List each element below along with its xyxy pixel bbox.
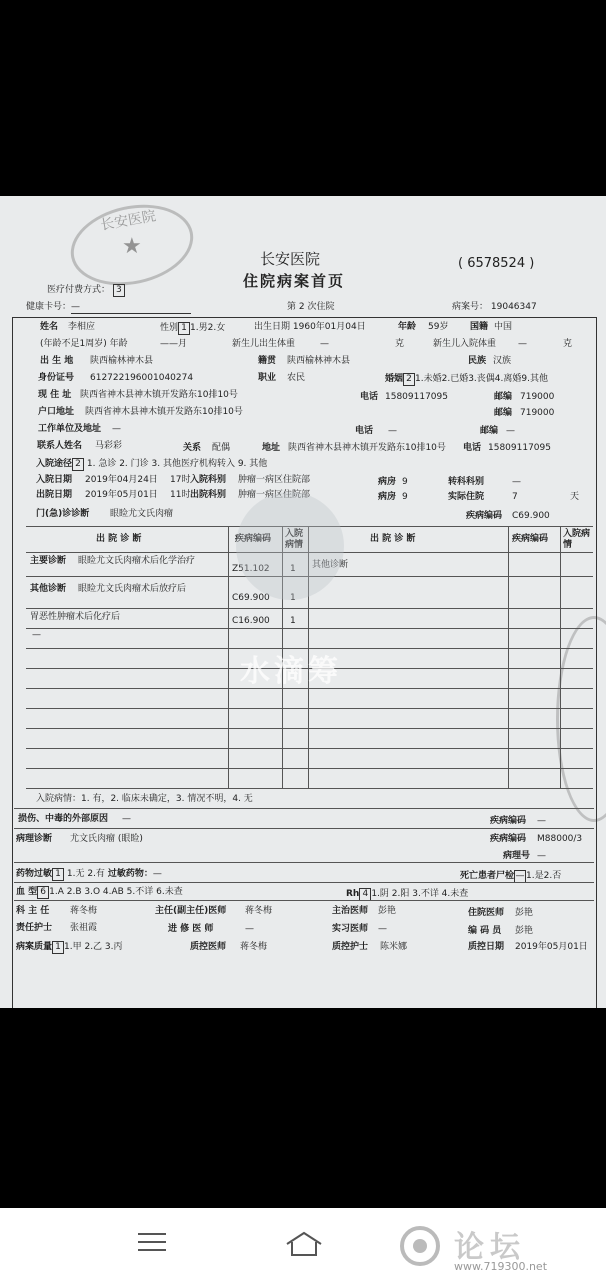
ward-value: 9: [402, 477, 408, 487]
forum-text: 论坛: [454, 1230, 526, 1265]
contact-addr-value: 陕西省神木县神木镇开发路东10排10号: [288, 443, 446, 453]
out-dept-value: 肿瘤一病区住院部: [238, 490, 311, 500]
work-phone-label: 电话: [355, 426, 374, 436]
intern-value: —: [378, 924, 387, 934]
job-label: 职业: [258, 373, 277, 383]
allergy-field: 药物过敏 1 1.无 2.有 过敏药物：—: [16, 869, 162, 879]
birthplace-label: 出 生 地: [40, 356, 74, 366]
system-nav-bar: [0, 1208, 606, 1280]
zip-value: 719000: [520, 392, 555, 402]
record-number: ( 6578524 ): [458, 256, 535, 271]
out-dept-label: 出院科别: [190, 490, 227, 500]
main-diag-label: 主要诊断: [30, 556, 67, 566]
birthplace-value: 陕西榆林神木县: [90, 356, 154, 366]
contact-phone-value: 15809117095: [488, 443, 551, 453]
address-value: 陕西省神木县神木镇开发路东10排10号: [80, 390, 238, 400]
contact-phone-label: 电话: [463, 443, 482, 453]
in-date-label: 入院日期: [36, 475, 73, 485]
document-photo: [0, 196, 606, 1008]
contact-label: 联系人姓名: [37, 441, 83, 451]
phone-label: 电话: [360, 392, 379, 402]
other-diag-cond-2: 1: [290, 616, 296, 626]
col-cond-right: 入院病情: [563, 529, 591, 550]
blood-field: 血 型 6 1.A 2.B 3.O 4.AB 5.不详 6.未查: [16, 887, 183, 897]
col-code-right: 疾病编码: [512, 534, 549, 544]
qc-doctor-value: 蒋冬梅: [240, 942, 268, 952]
form-title: 住院病案首页: [243, 272, 346, 290]
work-label: 工作单位及地址: [38, 424, 102, 434]
contact-value: 马彩彩: [95, 441, 123, 451]
ward2-label: 病房: [378, 492, 397, 502]
ethnic-label: 民族: [468, 356, 487, 366]
marital-field: 婚姻 2 1.未婚2.已婚3.丧偶4.离婚9.其他: [385, 374, 548, 384]
col-diag-right: 出 院 诊 断: [370, 534, 416, 544]
newborn-weight-label: 新生儿出生体重: [232, 339, 296, 349]
work-phone-value: —: [388, 426, 397, 436]
hukou-label: 户口地址: [38, 407, 75, 417]
pathology-label: 病理诊断: [16, 834, 53, 844]
newborn-weight-value: —: [320, 339, 329, 349]
out-date-label: 出院日期: [36, 490, 73, 500]
ethnic-value: 汉族: [493, 356, 512, 366]
health-card: 健康卡号：—: [26, 302, 191, 314]
director-label: 科 主 任: [16, 906, 50, 916]
infant-age-value: ——月: [160, 339, 188, 349]
out-date-value: 2019年05月01日: [85, 490, 158, 500]
pathology-no-label: 病理号: [503, 851, 531, 861]
intern-label: 实习医师: [332, 924, 369, 934]
op-code-label: 疾病编码: [466, 511, 503, 521]
other-diag-code-1: C69.900: [232, 593, 270, 603]
main-diag-code: Z51.102: [232, 564, 270, 574]
infant-age-label: (年龄不足1周岁) 年龄: [40, 339, 128, 349]
autopsy-field: 死亡患者尸检 — 1.是2.否: [460, 871, 562, 881]
injury-label: 损伤、中毒的外部原因: [18, 814, 109, 824]
phone-value: 15809117095: [385, 392, 448, 402]
birth-field: 出生日期 1960年01月04日: [254, 322, 366, 332]
nurse-value: 张祖霞: [70, 923, 98, 933]
nationality-label: 国籍: [470, 322, 489, 332]
watermark-text: 水滴筹: [240, 654, 342, 689]
injury-value: —: [122, 814, 131, 824]
ward-label: 病房: [378, 477, 397, 487]
rh-field: Rh 4 1.阴 2.阳 3.不详 4.未查: [346, 889, 469, 899]
attending-value: 彭艳: [378, 906, 397, 916]
chief-value: 蒋冬梅: [245, 906, 273, 916]
id-value: 612722196001040274: [90, 373, 194, 383]
pathology-code-label: 疾病编码: [490, 834, 527, 844]
other-diag-value-2: 胃恶性肿瘤术后化疗后: [30, 612, 121, 622]
other-diag-right-label: 其他诊断: [312, 560, 349, 570]
home-icon[interactable]: [284, 1230, 324, 1262]
job-value: 农民: [287, 373, 306, 383]
nurse-label: 责任护士: [16, 923, 53, 933]
transfer-value: —: [512, 477, 521, 487]
newborn-admit-weight-unit: 克: [563, 339, 573, 349]
newborn-admit-weight-value: —: [518, 339, 527, 349]
sex-field: 性别 1 1.男2.女: [160, 323, 226, 333]
pathology-no-value: —: [537, 851, 546, 861]
qc-date-label: 质控日期: [468, 942, 505, 952]
age-value: 59岁: [428, 322, 449, 332]
work-zip-label: 邮编: [480, 426, 499, 436]
coder-value: 彭艳: [515, 926, 534, 936]
qc-doctor-label: 质控医师: [190, 942, 227, 952]
zip-label: 邮编: [494, 392, 513, 402]
transfer-label: 转科科别: [448, 477, 485, 487]
zip2-label: 邮编: [494, 408, 513, 418]
name-label: 姓名: [40, 322, 59, 332]
hospital-seal-text: 长安医院: [99, 208, 158, 234]
newborn-admit-weight-label: 新生儿入院体重: [433, 339, 497, 349]
col-cond-left: 入院病情: [285, 529, 304, 550]
attending-label: 主治医师: [332, 906, 369, 916]
work-value: —: [112, 424, 121, 434]
payment-method: 医疗付费方式： 3: [47, 284, 125, 297]
other-diag-label: 其他诊断: [30, 584, 67, 594]
op-code-value: C69.900: [512, 511, 550, 521]
qc-nurse-value: 陈米娜: [380, 942, 408, 952]
native-label: 籍贯: [258, 356, 277, 366]
op-diag-label: 门(急)诊诊断: [36, 509, 90, 519]
hukou-value: 陕西省神木县神木镇开发路东10排10号: [85, 407, 243, 417]
days-unit: 天: [570, 492, 580, 502]
coder-label: 编 码 员: [468, 926, 502, 936]
days-label: 实际住院: [448, 492, 485, 502]
resident-label: 住院医师: [468, 908, 505, 918]
hospital-name: 长安医院: [260, 250, 321, 268]
native-value: 陕西榆林神木县: [287, 356, 351, 366]
id-label: 身份证号: [38, 373, 75, 383]
other-diag-value-1: 眼睑尤文氏肉瘤术后放疗后: [78, 584, 187, 594]
chief-label: 主任(副主任)医师: [155, 906, 227, 916]
forum-watermark: [398, 1216, 598, 1276]
injury-code-value: —: [537, 816, 546, 826]
newborn-weight-unit: 克: [395, 339, 405, 349]
out-time-value: 11时: [170, 490, 191, 500]
relation-value: 配偶: [212, 443, 231, 453]
star-icon: ★: [122, 234, 142, 259]
pathology-code-value: M88000/3: [537, 834, 583, 844]
injury-code-label: 疾病编码: [490, 816, 527, 826]
nationality-value: 中国: [494, 322, 513, 332]
contact-addr-label: 地址: [262, 443, 281, 453]
main-diag-cond: 1: [290, 564, 296, 574]
admission-count: 第 2 次住院: [287, 302, 335, 312]
resident-value: 彭艳: [515, 908, 534, 918]
address-label: 现 住 址: [38, 390, 72, 400]
name-value: 李相应: [68, 322, 96, 332]
other-diag-code-2: C16.900: [232, 616, 270, 626]
forum-url: www.719300.net: [454, 1260, 548, 1273]
quality-field: 病案质量 1 1.甲 2.乙 3.丙: [16, 942, 123, 952]
other-diag-value-3: —: [32, 630, 41, 640]
condition-note: 入院病情：1. 有，2. 临床未确定，3. 情况不明，4. 无: [36, 794, 253, 804]
ward2-value: 9: [402, 492, 408, 502]
qc-date-value: 2019年05月01日: [515, 942, 588, 952]
op-diag-value: 眼睑尤文氏肉瘤: [110, 509, 174, 519]
admission-route: 入院途径 2 1. 急诊 2. 门诊 3. 其他医疗机构转入 9. 其他: [36, 459, 268, 469]
relation-label: 关系: [183, 443, 202, 453]
in-dept-value: 肿瘤一病区住院部: [238, 475, 311, 485]
work-zip-value: —: [506, 426, 515, 436]
col-code-left: 疾病编码: [235, 534, 272, 544]
menu-icon[interactable]: [138, 1230, 166, 1258]
in-time-value: 17时: [170, 475, 191, 485]
col-diag-left: 出 院 诊 断: [96, 534, 142, 544]
other-diag-cond-1: 1: [290, 593, 296, 603]
days-value: 7: [512, 492, 518, 502]
adv-doctor-value: —: [245, 924, 254, 934]
adv-doctor-label: 进 修 医 师: [168, 924, 214, 934]
main-diag-value: 眼睑尤文氏肉瘤术后化学治疗: [78, 556, 196, 566]
in-date-value: 2019年04月24日: [85, 475, 158, 485]
pathology-value: 尤文氏肉瘤 (眼睑): [70, 834, 143, 844]
director-value: 蒋冬梅: [70, 906, 98, 916]
qc-nurse-label: 质控护士: [332, 942, 369, 952]
zip2-value: 719000: [520, 408, 555, 418]
age-label: 年龄: [398, 322, 417, 332]
case-number: 病案号： 19046347: [452, 302, 537, 312]
watermark-logo: [236, 492, 344, 600]
in-dept-label: 入院科别: [190, 475, 227, 485]
